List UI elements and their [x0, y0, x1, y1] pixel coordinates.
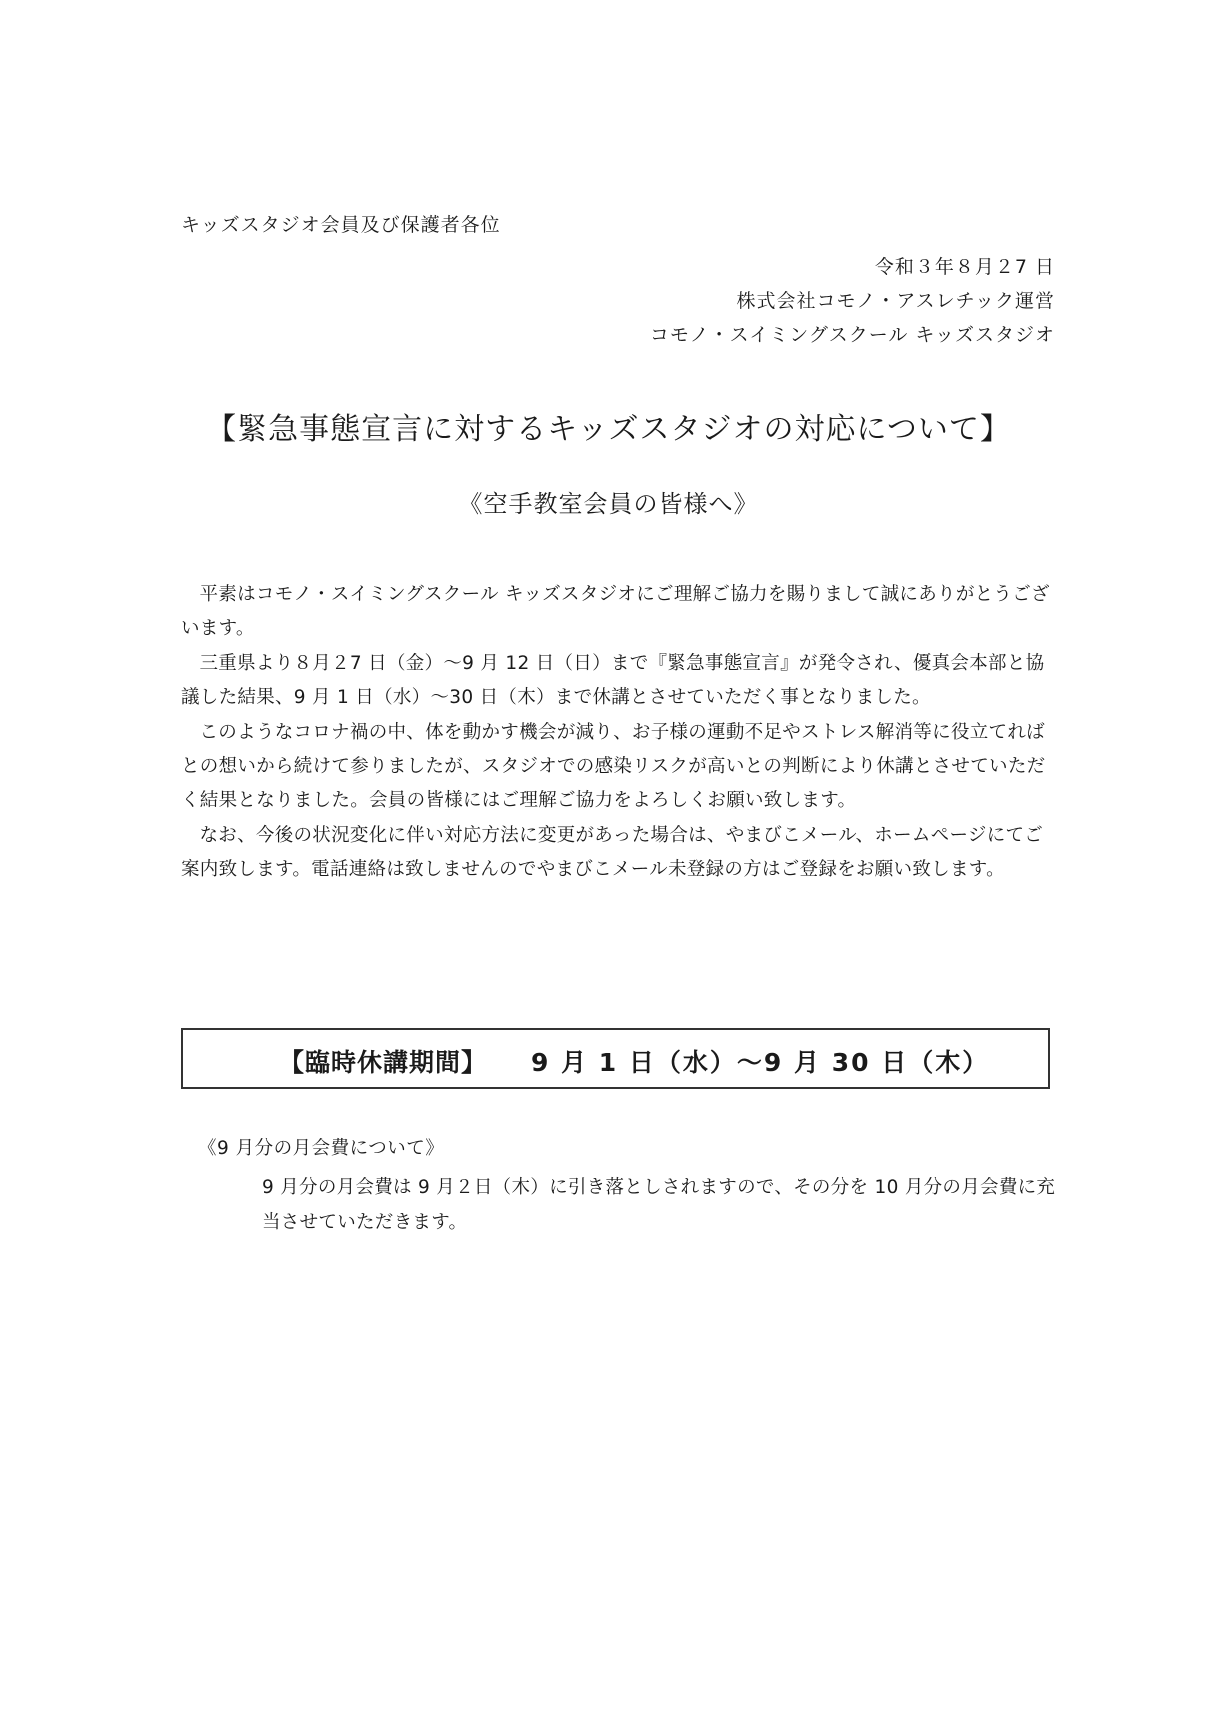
- document-title: 【緊急事態宣言に対するキッズスタジオの対応について】: [206, 412, 1011, 447]
- notice-body: [181, 578, 1053, 888]
- closure-period-dates: 9 月 1 日（水）～9 月 30 日（木）: [531, 1048, 990, 1077]
- company-name: 株式会社コモノ・アスレチック運営: [736, 290, 1055, 312]
- document-subtitle: 《空手教室会員の皆様へ》: [458, 490, 759, 518]
- closure-period-label: 【臨時休講期間】: [279, 1048, 488, 1077]
- fee-body: 9 月分の月会費は 9 月２日（木）に引き落としされますので、その分を 10 月分の月会費に充当させていただきます。: [262, 1177, 1056, 1233]
- fee-heading: 《9 月分の月会費について》: [198, 1138, 445, 1159]
- paragraph-contact: なお、今後の状況変化に伴い対応方法に変更があった場合は、やまびこメール、ホームページにてご案内致します。電話連絡は致しませんのでやまびこメール未登録の方はご登録をお願い致します。: [181, 824, 1044, 881]
- addressee: キッズスタジオ会員及び保護者各位: [181, 214, 501, 236]
- paragraph-declaration: 三重県より８月２7 日（金）～9 月 12 日（日）まで『緊急事態宣言』が発令され、優真会本部と協議した結果、9 月 1 日（水）～30 日（木）まで休講とさせていただく事となりました。: [181, 652, 1045, 709]
- issue-date: 令和３年８月２7 日: [874, 256, 1055, 278]
- paragraph-greeting: 平素はコモノ・スイミングスクール キッズスタジオにご理解ご協力を賜りまして誠にありがとうございます。: [181, 584, 1050, 640]
- sender-block: [650, 250, 1055, 352]
- paragraph-reason: このようなコロナ禍の中、体を動かす機会が減り、お子様の運動不足やストレス解消等に役立てればとの想いから続けて参りましたが、スタジオでの感染リスクが高いとの判断により休講とさせていただく結果となりました。会員の皆様にはご理解ご協力をよろしくお願い致します。: [181, 721, 1046, 812]
- school-name: コモノ・スイミングスクール キッズスタジオ: [649, 324, 1055, 346]
- closure-period-box: [181, 1028, 1050, 1089]
